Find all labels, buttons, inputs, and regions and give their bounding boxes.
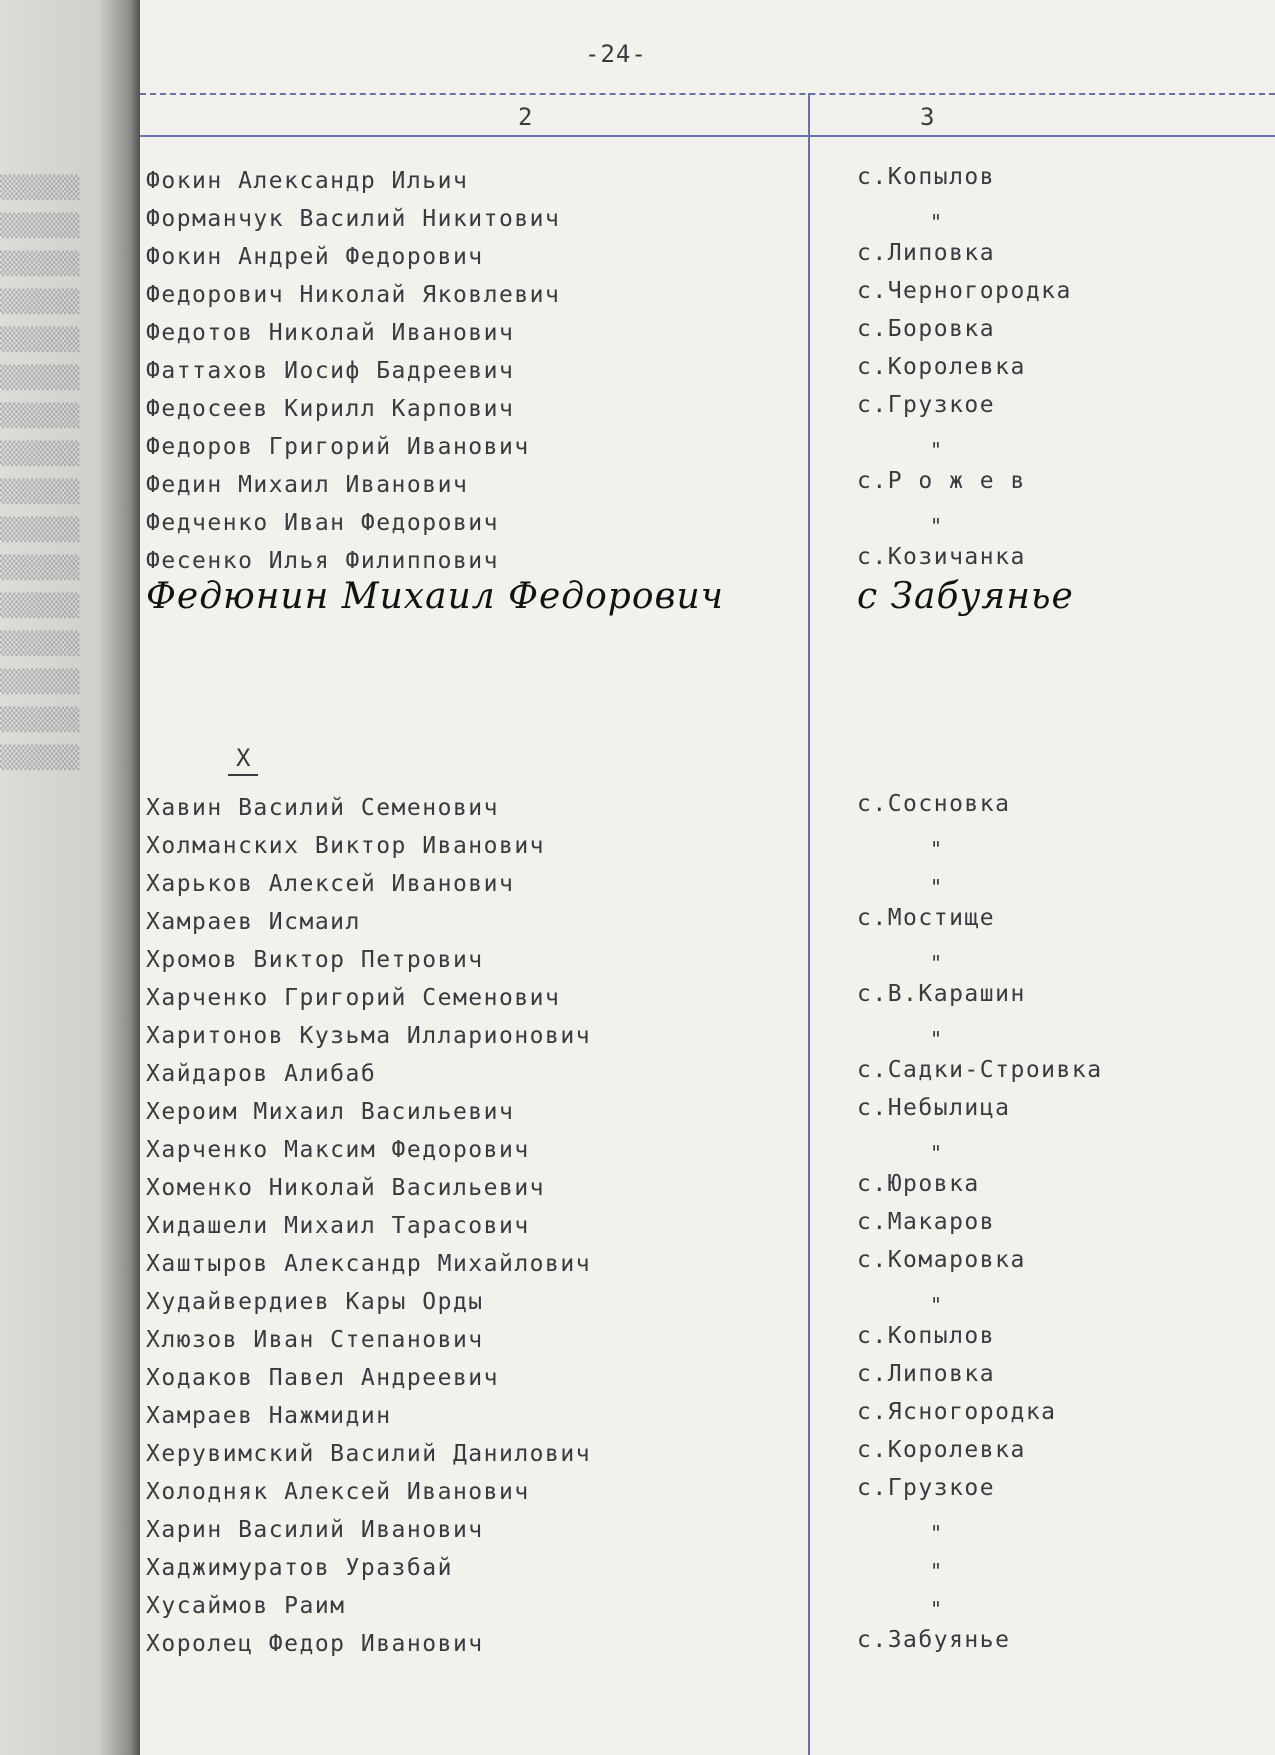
person-name: Харченко Максим Федорович (146, 1137, 530, 1163)
table-row (0, 1057, 1275, 1095)
table-row (0, 791, 1275, 829)
person-name: Хероим Михаил Васильевич (146, 1099, 515, 1125)
section-letter: X (228, 744, 258, 776)
table-row (0, 871, 1275, 905)
table-row (0, 164, 1275, 202)
village-name: с.Юровка (857, 1171, 980, 1197)
person-name: Фокин Александр Ильич (146, 168, 469, 194)
village-ditto: " (930, 1559, 944, 1583)
person-name: Ходаков Павел Андреевич (146, 1365, 499, 1391)
village-ditto: " (930, 1597, 944, 1621)
table-row (0, 392, 1275, 430)
table-row (0, 278, 1275, 316)
village-name: с.Липовка (857, 240, 996, 266)
person-name: Хоролец Федор Иванович (146, 1631, 484, 1657)
village-ditto: " (930, 1293, 944, 1317)
person-name: Федюнин Михаил Федорович (146, 576, 725, 617)
person-name: Хаштыров Александр Михайлович (146, 1251, 592, 1277)
village-name: с.Боровка (857, 316, 996, 342)
person-name: Холодняк Алексей Иванович (146, 1479, 530, 1505)
table-row (0, 468, 1275, 506)
table-row (0, 1555, 1275, 1589)
village-name: с.Макаров (857, 1209, 996, 1235)
person-name: Хамраев Нажмидин (146, 1403, 392, 1429)
table-row (0, 1323, 1275, 1361)
village-name: с.Мостище (857, 905, 996, 931)
village-name: с Забуянье (857, 576, 1074, 617)
village-ditto: " (930, 1141, 944, 1165)
table-row (0, 1137, 1275, 1171)
person-name: Харитонов Кузьма Илларионович (146, 1023, 592, 1049)
person-name: Федотов Николай Иванович (146, 320, 515, 346)
village-name: с.Небылица (857, 1095, 1011, 1121)
table-row (0, 1399, 1275, 1437)
table-row (0, 1437, 1275, 1475)
person-name: Федосеев Кирилл Карпович (146, 396, 515, 422)
village-name: с.Липовка (857, 1361, 996, 1387)
page-number: -24- (585, 40, 647, 68)
person-name: Хидашели Михаил Тарасович (146, 1213, 530, 1239)
person-name: Федин Михаил Иванович (146, 472, 469, 498)
village-name: с.Комаровка (857, 1247, 1026, 1273)
person-name: Хромов Виктор Петрович (146, 947, 484, 973)
table-row (0, 434, 1275, 468)
table-row (0, 1247, 1275, 1285)
table-row (0, 1593, 1275, 1627)
village-name: с.Грузкое (857, 1475, 996, 1501)
table-row (0, 354, 1275, 392)
table-row (0, 905, 1275, 943)
village-ditto: " (930, 1027, 944, 1051)
village-name: с.Копылов (857, 164, 996, 190)
person-name: Хаджимуратов Уразбай (146, 1555, 453, 1581)
person-name: Федоров Григорий Иванович (146, 434, 530, 460)
village-name: с.Королевка (857, 1437, 1026, 1463)
village-name: с.Копылов (857, 1323, 996, 1349)
village-name: с.В.Карашин (857, 981, 1026, 1007)
person-name: Хоменко Николай Васильевич (146, 1175, 546, 1201)
person-name: Хайдаров Алибаб (146, 1061, 377, 1087)
table-row (0, 1475, 1275, 1513)
table-row (0, 1627, 1275, 1665)
person-name: Хамраев Исмаил (146, 909, 361, 935)
table-row (0, 1171, 1275, 1209)
person-name: Харченко Григорий Семенович (146, 985, 561, 1011)
village-ditto: " (930, 1521, 944, 1545)
handwritten-row (0, 576, 1275, 624)
person-name: Харьков Алексей Иванович (146, 871, 515, 897)
person-name: Хавин Василий Семенович (146, 795, 499, 821)
person-name: Худайвердиев Кары Орды (146, 1289, 484, 1315)
table-row (0, 1095, 1275, 1133)
village-name: с.Сосновка (857, 791, 1011, 817)
village-name: с.Королевка (857, 354, 1026, 380)
column-header-village: 3 (920, 103, 935, 131)
table-row (0, 1361, 1275, 1399)
village-name: с.Р о ж е в (857, 468, 1026, 494)
person-name: Холманских Виктор Иванович (146, 833, 546, 859)
table-row (0, 206, 1275, 240)
table-row (0, 510, 1275, 544)
village-name: с.Забуянье (857, 1627, 1011, 1653)
table-header-rule (140, 135, 1275, 137)
table-row (0, 947, 1275, 981)
table-row (0, 1209, 1275, 1247)
person-name: Хлюзов Иван Степанович (146, 1327, 484, 1353)
village-name: с.Черногородка (857, 278, 1072, 304)
table-row (0, 1289, 1275, 1323)
village-name: с.Грузкое (857, 392, 996, 418)
village-ditto: " (930, 951, 944, 975)
person-name: Харин Василий Иванович (146, 1517, 484, 1543)
table-row (0, 833, 1275, 867)
person-name: Федорович Николай Яковлевич (146, 282, 561, 308)
bleed-through-text: ▒▒▒▒▒▒ ▒▒▒▒▒▒ ▒▒▒▒▒▒ ▒▒▒▒▒▒ ▒▒▒▒▒▒ ▒▒▒▒▒▒ ▒▒▒▒▒▒ ▒▒▒▒▒▒ ▒▒▒▒▒▒ ▒▒▒▒▒▒ ▒▒▒▒▒▒ ▒▒▒▒▒▒ ▒▒▒▒▒▒ ▒▒▒▒▒▒ ▒▒▒▒▒▒ ▒▒▒▒▒▒ (0, 176, 80, 771)
person-name: Федченко Иван Федорович (146, 510, 499, 536)
village-name: с.Козичанка (857, 544, 1026, 570)
village-name: с.Ясногородка (857, 1399, 1057, 1425)
village-ditto: " (930, 514, 944, 538)
table-row (0, 981, 1275, 1019)
person-name: Форманчук Василий Никитович (146, 206, 561, 232)
person-name: Фесенко Илья Филиппович (146, 548, 499, 574)
village-ditto: " (930, 210, 944, 234)
village-ditto: " (930, 875, 944, 899)
table-row (0, 1023, 1275, 1057)
village-ditto: " (930, 837, 944, 861)
table-top-rule (140, 93, 1275, 95)
person-name: Фаттахов Иосиф Бадреевич (146, 358, 515, 384)
table-row (0, 240, 1275, 278)
village-name: с.Садки-Строивка (857, 1057, 1103, 1083)
person-name: Херувимский Василий Данилович (146, 1441, 592, 1467)
table-row (0, 316, 1275, 354)
table-row (0, 1517, 1275, 1551)
village-ditto: " (930, 438, 944, 462)
person-name: Хусаймов Раим (146, 1593, 346, 1619)
person-name: Фокин Андрей Федорович (146, 244, 484, 270)
column-header-name: 2 (518, 103, 533, 131)
